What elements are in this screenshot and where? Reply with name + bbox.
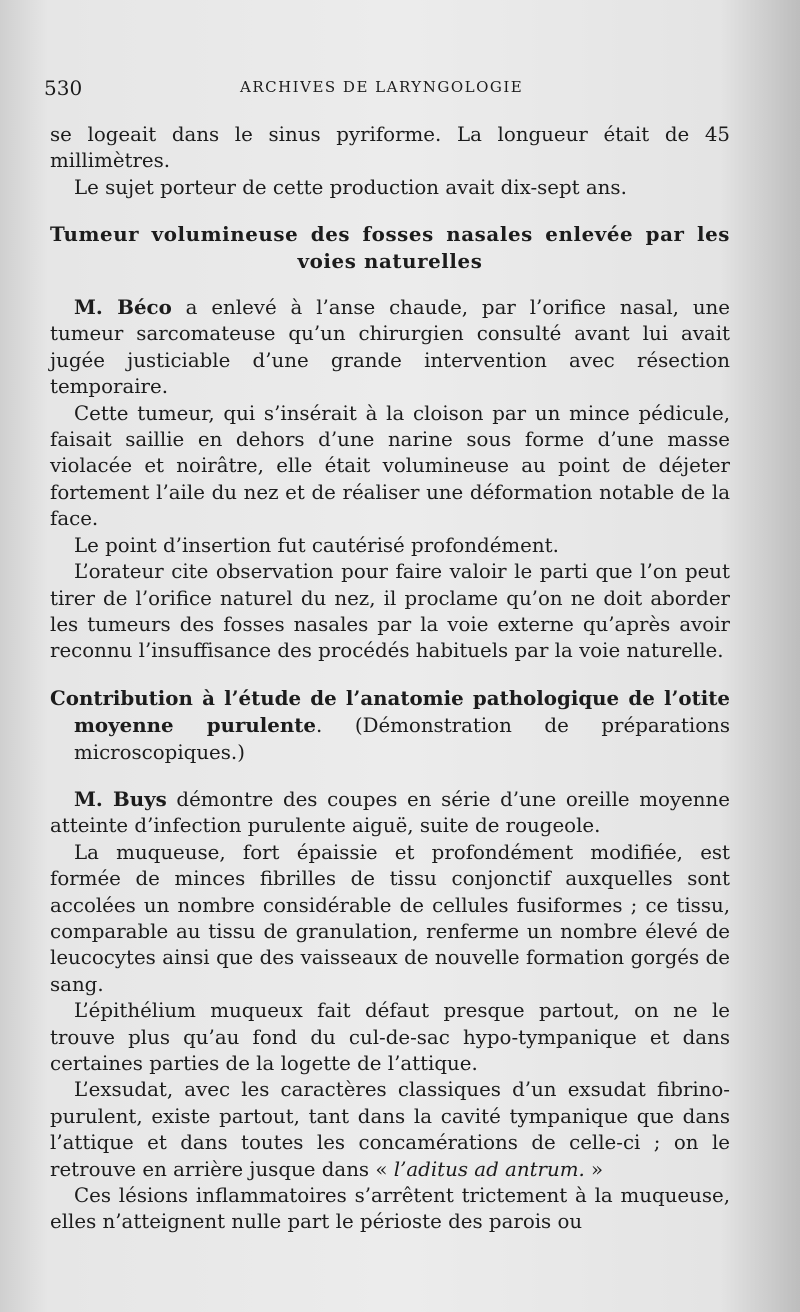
paragraph-insertion-point: Le point d’insertion fut cautérisé profondément. (74, 533, 559, 557)
aditus-ad-antrum: l’aditus ad antrum. (393, 1157, 585, 1181)
paragraph-exudate-end: » (584, 1157, 604, 1181)
paragraph-lesions: Ces lésions inflammatoires s’arrêtent trictement à la muqueuse, elles n’atteignent nulle part le périoste des parois ou (50, 1184, 730, 1234)
section-heading-otitis-bold: Contribution à l’étude de l’anatomie pathologique de l’otite moyenne purulente (50, 685, 730, 738)
page-body (50, 122, 730, 1236)
paragraph-beco (50, 294, 730, 401)
section-heading-line2: voies naturelles (297, 248, 483, 273)
paragraph-buys-text: démontre des coupes en série d’une oreille moyenne atteinte d’infection purulente aiguë, suite de rougeole. (50, 787, 730, 838)
section-heading-otitis (50, 685, 730, 766)
author-name-buys: M. Buys (74, 786, 167, 811)
running-head: ARCHIVES DE LARYNGOLOGIE (240, 78, 524, 96)
paragraph-subject-age: Le sujet porteur de cette production avait dix-sept ans. (74, 175, 627, 199)
paragraph-tumor-description: Cette tumeur, qui s’insérait à la cloison par un mince pédicule, faisait saillie en dehors d’une narine sous forme d’une masse violacée et noirâtre, elle était volumineuse au point de déjeter fortement l’aile du nez et de réaliser une déformation notable de la face. (50, 401, 730, 531)
page-header (44, 76, 728, 104)
paragraph-orator: L’orateur cite observation pour faire valoir le parti que l’on peut tirer de l’orifice naturel du nez, il proclame qu’on ne doit aborder les tumeurs des fosses nasales par la voie externe qu’après avoir reconnu l’insuffisance des procédés habituels par la voie naturelle. (50, 560, 730, 663)
paragraph-exudate (50, 1077, 730, 1183)
author-name-beco: M. Béco (74, 295, 172, 320)
section-heading-otitis-rest: . (Démonstration de préparations microscopiques.) (74, 714, 731, 764)
paragraph-buys (50, 786, 730, 840)
section-heading-nasal-tumor (50, 221, 730, 274)
paragraph-mucosa: La muqueuse, fort épaissie et profondément modifiée, est formée de minces fibrilles de tissu conjonctif auxquelles sont accolées un nombre considérable de cellules fusiformes ; ce tissu, comparable au tissu de granulation, renferme un nombre élevé de leucocytes ainsi que des vaisseaux de nouvelle formation gorgés de sang. (50, 840, 730, 996)
paragraph-epithelium: L’épithélium muqueux fait défaut presque partout, on ne le trouve plus qu’au fond du cul-de-sac hypo-tympanique et dans certaines parties de la logette de l’attique. (50, 999, 730, 1075)
paragraph-continuation: se logeait dans le sinus pyriforme. La longueur était de 45 millimètres. (50, 123, 730, 173)
paragraph-exudate-text: L’exsudat, avec les caractères classiques d’un exsudat fibrino-purulent, existe partout, tant dans la cavité tympanique que dans l’attique et dans toutes les concamérations de celle-ci ; on le retrouve en arrière jusque dans « (50, 1078, 730, 1181)
section-heading-line1: Tumeur volumineuse des fosses nasales enlevée par les (50, 222, 730, 247)
paragraph-beco-text: a enlevé à l’anse chaude, par l’orifice nasal, une tumeur sarcomateuse qu’un chirurgien consulté avant lui avait jugée justiciable d’une grande intervention avec résection temporaire. (50, 296, 731, 399)
page-number: 530 (44, 76, 83, 100)
